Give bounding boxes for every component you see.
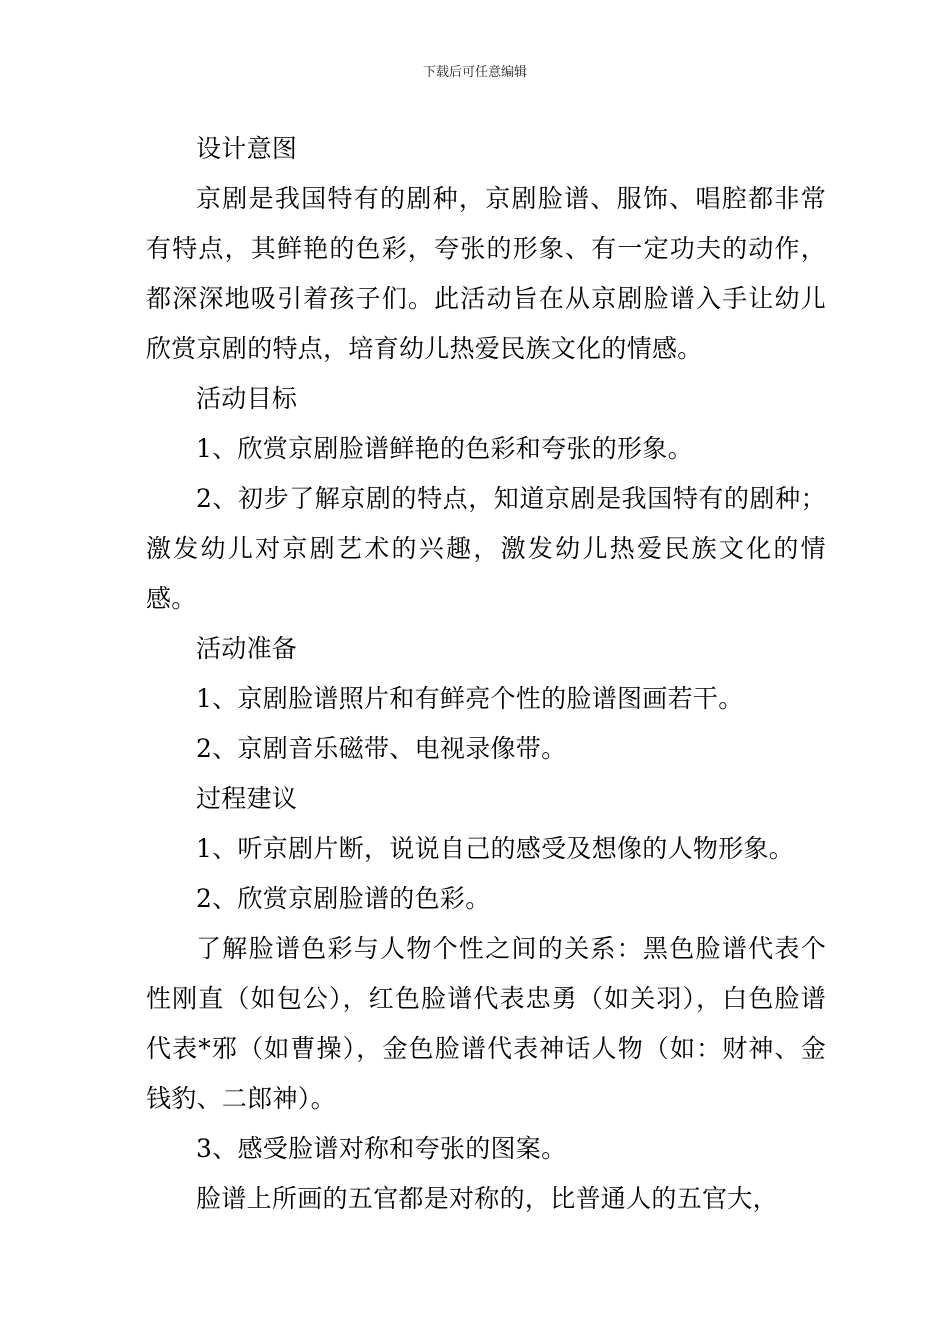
- page-header: 下载后可任意编辑: [422, 65, 527, 80]
- paragraph-design-intent: 京剧是我国特有的剧种，京剧脸谱、服饰、唱腔都非常有特点，其鲜艳的色彩，夸张的形象、有一定功夫的动作，都深深地吸引着孩子们。此活动旨在从京剧脸谱入手让幼儿欣赏京剧的特点，培育幼儿热爱民族文化的情感。: [146, 184, 826, 363]
- paragraph-process-2: 2、欣赏京剧脸谱的色彩。: [196, 884, 491, 913]
- paragraph-color-meaning: 了解脸谱色彩与人物个性之间的关系：黑色脸谱代表个性刚直（如包公），红色脸谱代表忠勇（如关羽），白色脸谱代表*邪（如曹操），金色脸谱代表神话人物（如：财神、金钱豹、二郎神）。: [146, 934, 826, 1113]
- section-heading-process-suggestions: 过程建议: [196, 784, 298, 813]
- paragraph-process-1: 1、听京剧片断，说说自己的感受及想像的人物形象。: [196, 834, 795, 863]
- section-heading-design-intent: 设计意图: [196, 134, 298, 163]
- paragraph-symmetry: 脸谱上所画的五官都是对称的，比普通人的五官大，: [196, 1184, 778, 1213]
- document-body: [146, 124, 826, 1224]
- paragraph-preparation-1: 1、京剧脸谱照片和有鲜亮个性的脸谱图画若干。: [196, 684, 744, 713]
- paragraph-process-3: 3、感受脸谱对称和夸张的图案。: [196, 1134, 567, 1163]
- section-heading-activity-preparation: 活动准备: [196, 634, 298, 663]
- paragraph-goal-1: 1、欣赏京剧脸谱鲜艳的色彩和夸张的形象。: [196, 434, 693, 463]
- paragraph-goal-2: 2、初步了解京剧的特点，知道京剧是我国特有的剧种；激发幼儿对京剧艺术的兴趣，激发幼儿热爱民族文化的情感。: [146, 484, 826, 613]
- section-heading-activity-goals: 活动目标: [196, 384, 298, 413]
- paragraph-preparation-2: 2、京剧音乐磁带、电视录像带。: [196, 734, 567, 763]
